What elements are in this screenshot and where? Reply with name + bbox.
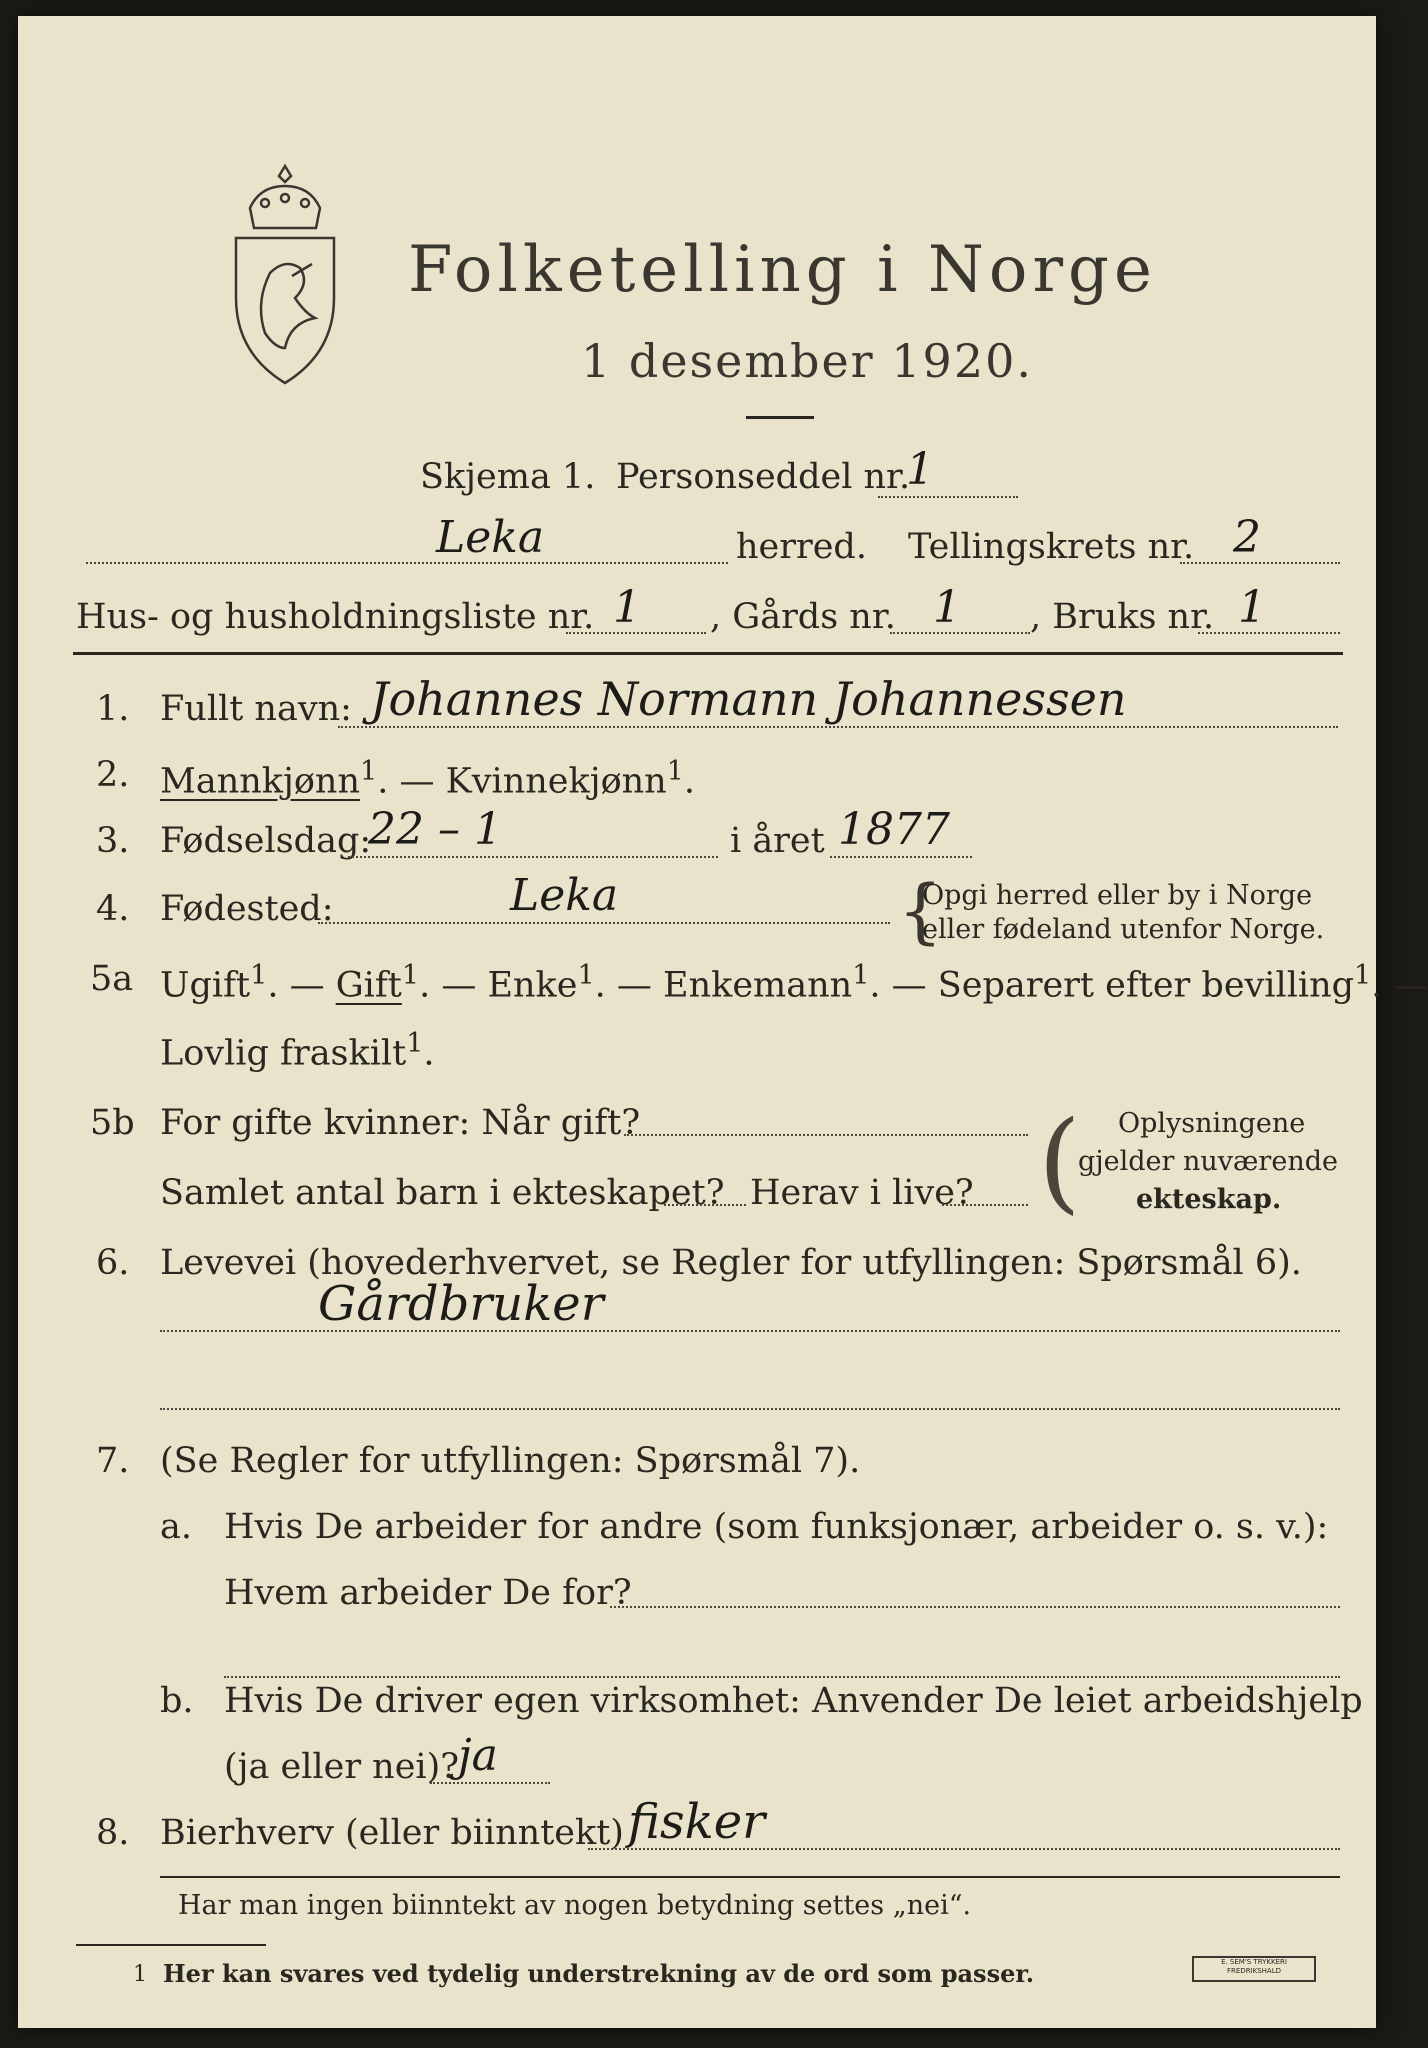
q5b-note-line2: gjelder nuværende: [1078, 1146, 1338, 1177]
full-name-field[interactable]: [338, 726, 1338, 728]
q1-label: Fullt navn:: [160, 689, 352, 729]
q7b-number: b.: [160, 1681, 194, 1721]
marital-status-line2: Lovlig fraskilt$^1$.: [160, 1028, 435, 1074]
personseddel-value: 1: [906, 444, 934, 495]
marital-status-options: Ugift$^1$. — Gift$^1$. — Enke$^1$. — Enkemann$^1$. — Separert efter bevilling$^1$. —: [160, 960, 1428, 1006]
census-date: 1 desember 1920.: [581, 334, 1033, 388]
tellingskrets-label: Tellingskrets nr.: [908, 527, 1195, 567]
q8-label: Bierhverv (eller biinntekt): [160, 1813, 624, 1853]
hired-help-value: ja: [458, 1730, 498, 1781]
bruks-field[interactable]: [1198, 632, 1340, 634]
occupation-value: Gårdbruker: [318, 1276, 604, 1332]
side-income-value: fisker: [628, 1794, 766, 1850]
q7b-label2: (ja eller nei)?: [224, 1747, 460, 1787]
personseddel-field[interactable]: [878, 496, 1018, 498]
footnote-number: 1: [133, 1962, 147, 1987]
q4-label: Fødested:: [160, 889, 334, 929]
q5b-label3: Herav i live?: [750, 1173, 974, 1213]
q7-number: 7.: [96, 1441, 130, 1481]
q7-label: (Se Regler for utfyllingen: Spørsmål 7).: [160, 1441, 861, 1481]
q4-note-line1: Opgi herred eller by i Norge: [922, 880, 1313, 911]
ugift-option[interactable]: Ugift: [160, 965, 251, 1006]
herred-value: Leka: [436, 512, 545, 563]
title-divider: [746, 416, 814, 419]
footnote-text: Her kan svares ved tydelig understrekning av de ord som passer.: [163, 1959, 1035, 1988]
female-option[interactable]: Kvinnekjønn: [445, 761, 667, 802]
q2-number: 2.: [96, 755, 130, 795]
herred-field[interactable]: [86, 562, 728, 564]
birthplace-value: Leka: [510, 870, 619, 921]
form-title: Folketelling i Norge: [408, 233, 1157, 307]
footnote-rule: [76, 1944, 266, 1946]
gards-label: , Gårds nr.: [710, 597, 896, 637]
q6-number: 6.: [96, 1243, 130, 1283]
enke-option[interactable]: Enke: [487, 965, 578, 1006]
norwegian-coat-of-arms-icon: [230, 158, 340, 388]
q5b-number: 5b: [90, 1103, 135, 1143]
birthplace-field[interactable]: [318, 922, 890, 924]
male-option[interactable]: Mannkjønn: [160, 761, 361, 802]
q5b-note-line1: Oplysningene: [1118, 1108, 1306, 1139]
q1-number: 1.: [96, 689, 130, 729]
q5b-brace: (: [1038, 1097, 1081, 1225]
birthyear-label: i året: [730, 821, 825, 861]
q5b-label1: For gifte kvinner: Når gift?: [160, 1103, 641, 1143]
fraskilt-option[interactable]: Lovlig fraskilt: [160, 1033, 407, 1074]
personseddel-label: Personseddel nr.: [616, 457, 911, 497]
full-name-value: Johannes Normann Johannessen: [370, 672, 1127, 726]
bruks-value: 1: [1238, 582, 1266, 633]
skjema-label: Skjema 1.: [420, 457, 596, 497]
herred-label: herred.: [736, 527, 867, 567]
birthdate-value: 22 – 1: [368, 804, 502, 855]
printer-stamp: E. SEM'S TRYKKERI FREDRIKSHALD: [1192, 1956, 1316, 1982]
children-alive-field[interactable]: [942, 1204, 1028, 1206]
gender-options: Mannkjønn$^1$. — Kvinnekjønn$^1$.: [160, 756, 696, 802]
gards-value: 1: [933, 582, 961, 633]
employer-field-2[interactable]: [224, 1676, 1340, 1678]
occupation-field-2[interactable]: [160, 1408, 1340, 1410]
q4-note-line2: eller fødeland utenfor Norge.: [922, 914, 1325, 945]
enkemann-option[interactable]: Enkemann: [663, 965, 853, 1006]
q7a-label: Hvis De arbeider for andre (som funksjonær, arbeider o. s. v.):: [224, 1507, 1329, 1547]
tellingskrets-value: 2: [1233, 512, 1261, 563]
hired-help-field[interactable]: [430, 1782, 550, 1784]
employer-field[interactable]: [610, 1606, 1340, 1608]
q7b-label: Hvis De driver egen virksomhet: Anvender De leiet arbeidshjelp: [224, 1681, 1363, 1721]
q6-label: Levevei (hovederhvervet, se Regler for utfyllingen: Spørsmål 6).: [160, 1243, 1302, 1283]
separert-option[interactable]: Separert efter bevilling: [937, 965, 1355, 1006]
q5a-number: 5a: [90, 959, 134, 999]
birthdate-field[interactable]: [348, 856, 718, 858]
q3-label: Fødselsdag:: [160, 821, 372, 861]
married-date-field[interactable]: [624, 1134, 1028, 1136]
gift-option[interactable]: Gift: [335, 965, 402, 1006]
birthyear-value: 1877: [838, 804, 950, 855]
bruks-label: , Bruks nr.: [1030, 597, 1215, 637]
q3-number: 3.: [96, 821, 130, 861]
children-count-field[interactable]: [664, 1204, 746, 1206]
q7a-number: a.: [160, 1507, 192, 1547]
q5b-label2: Samlet antal barn i ekteskapet?: [160, 1173, 725, 1213]
footer-rule: [160, 1876, 1340, 1878]
footer-note: Har man ingen biinntekt av nogen betydning settes „nei“.: [178, 1890, 972, 1921]
hus-value: 1: [613, 582, 641, 633]
q8-number: 8.: [96, 1813, 130, 1853]
census-form: [18, 16, 1428, 2028]
header-rule: [73, 652, 1343, 655]
hus-label: Hus- og husholdningsliste nr.: [76, 597, 595, 637]
q5b-note-line3: ekteskap.: [1136, 1184, 1282, 1215]
q7a-label2: Hvem arbeider De for?: [224, 1573, 632, 1613]
q4-number: 4.: [96, 889, 130, 929]
q4-brace: {: [898, 870, 943, 952]
birthyear-field[interactable]: [830, 856, 972, 858]
